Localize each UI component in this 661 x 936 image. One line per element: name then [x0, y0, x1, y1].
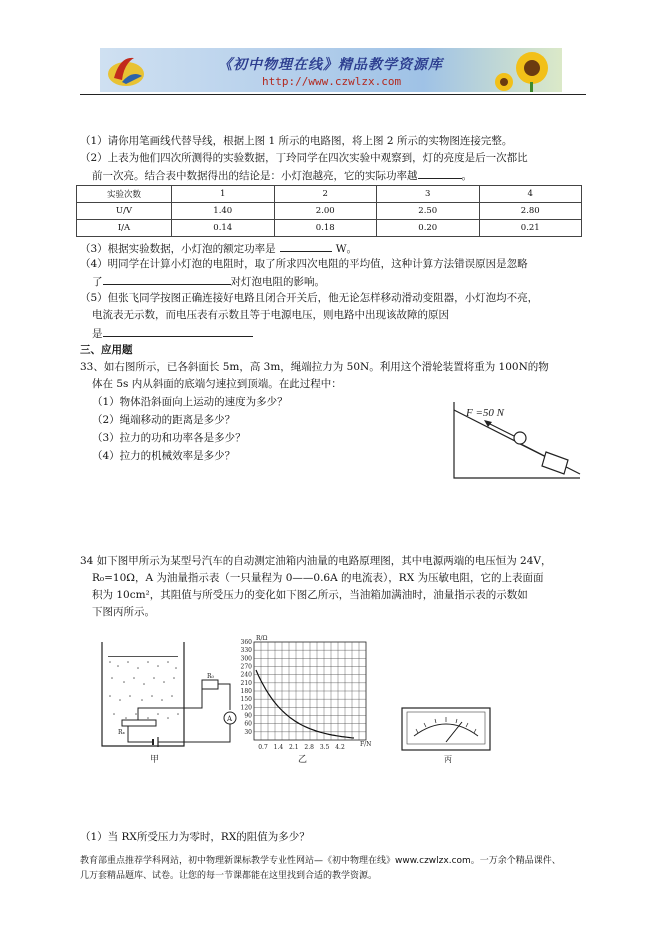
graph-grid [254, 642, 366, 740]
table-cell: 0.18 [274, 220, 377, 237]
table-cell: 0.14 [172, 220, 275, 237]
q34-text-line1: 34 如下图甲所示为某型号汽车的自动测定油箱内油量的电路原理图，其中电源两端的电压恒为 24V， [80, 555, 552, 567]
footer-line2: 几万套精品题库、试卷。让您的每一节课都能在这里找到合适的教学资源。 [80, 871, 378, 881]
y-tick-label: 330 [240, 647, 252, 655]
x-tick-label: 0.7 [258, 744, 268, 751]
header-divider [80, 94, 586, 95]
q1-text: （1）请你用笔画线代替导线，根据上图 1 所示的电路图，将上图 2 所示的实物图连接完整。 [80, 135, 513, 147]
sunflower-image [492, 48, 562, 92]
y-tick-label: 60 [244, 720, 252, 728]
footer-line1: 教育部重点推荐学科网站，初中物理新课标教学专业性网站—《初中物理在线》www.czwlzx.com。一万余个精品课件、 [80, 856, 561, 866]
q34-text-line3: 积为 10cm²，其阻值与所受压力的变化如下图乙所示，当油箱加满油时，油量指示表的示数如 [92, 589, 528, 601]
q2-text-line1: （2）上表为他们四次所测得的实验数据，丁玲同学在四次实验中观察到，灯的亮度是后一次都比 [80, 152, 528, 164]
figure-b-label: 乙 [298, 755, 308, 764]
q3-text [80, 240, 357, 256]
graph-y-ticks [241, 639, 253, 736]
table-cell: 2.80 [479, 203, 582, 220]
table-cell: 2.00 [274, 203, 377, 220]
q2-text-line2-main: 前一次亮。结合表中数据得出的结论是：小灯泡越亮，它的实际功率越 [92, 170, 418, 182]
q5-text-line3 [92, 325, 253, 341]
header-banner [100, 48, 562, 92]
q5-answer-blank [103, 325, 253, 337]
q4-text-line1: （4）明同学在计算小灯泡的电阻时，取了所求四次电阻的平均值，这种计算方法错误原因是忽略 [80, 258, 528, 270]
table-cell: 0.20 [377, 220, 480, 237]
table-row [77, 186, 582, 203]
y-tick-label: 150 [240, 696, 252, 704]
q33-sub4: （4）拉力的机械效率是多少？ [92, 450, 236, 462]
x-tick-label: 1.4 [273, 744, 284, 751]
tank-circuit-figure [98, 638, 246, 766]
q3-unit: W。 [335, 243, 357, 255]
r0-label: R₀ [207, 673, 214, 680]
y-tick-label: 120 [240, 704, 252, 712]
q33-sub3: （3）拉力的功和功率各是多少？ [92, 432, 246, 444]
table-row [77, 220, 582, 237]
q2-text-end: 。 [461, 170, 472, 182]
q33-text-line2: 体在 5s 内从斜面的底端匀速拉到顶端。在此过程中： [92, 378, 342, 390]
q2-text-line2 [92, 167, 472, 183]
site-title: 《初中物理在线》精品教学资源库 [218, 57, 443, 73]
resistance-curve [256, 670, 354, 738]
x-tick-label: 3.5 [319, 744, 330, 751]
ammeter-label: A [227, 715, 233, 723]
q4-text-prefix: 了 [92, 276, 103, 288]
table-cell: 3 [377, 186, 480, 203]
table-cell: I/A [77, 220, 172, 237]
q34-text-line4: 下图丙所示。 [92, 606, 155, 618]
graph-x-ticks [258, 744, 345, 751]
q4-text-suffix: 对灯泡电阻的影响。 [230, 276, 325, 288]
q3-text-main: （3）根据实验数据，小灯泡的额定功率是 [80, 243, 276, 255]
y-tick-label: 240 [240, 671, 252, 679]
table-cell: 4 [479, 186, 582, 203]
table-cell: 2.50 [377, 203, 480, 220]
table-cell: 实验次数 [77, 186, 172, 203]
q5-text-prefix: 是 [92, 328, 103, 340]
x-tick-label: 4.2 [335, 744, 345, 751]
q4-text-line2 [92, 273, 325, 289]
table-cell: 0.21 [479, 220, 582, 237]
q5-text-line2: 电流表无示数，而电压表有示数且等于电源电压，则电路中出现该故障的原因 [92, 309, 449, 321]
y-tick-label: 210 [240, 679, 252, 687]
graph-y-label: R/Ω [256, 635, 268, 642]
data-table [76, 185, 582, 237]
section-heading: 三、应用题 [80, 344, 133, 356]
rx-label: Rₓ [118, 729, 126, 736]
site-url: http://www.czwlzx.com [262, 75, 402, 88]
y-tick-label: 180 [240, 688, 252, 695]
q33-sub2: （2）绳端移动的距离是多少？ [92, 414, 236, 426]
table-cell: 1 [172, 186, 275, 203]
graph-x-label: F/N [360, 741, 372, 748]
q2-answer-blank [418, 167, 462, 179]
table-cell: U/V [77, 203, 172, 220]
y-tick-label: 270 [240, 663, 252, 671]
q33-sub1: （1）物体沿斜面向上运动的速度为多少？ [92, 396, 288, 408]
q3-answer-blank [280, 240, 332, 252]
y-tick-label: 360 [240, 639, 252, 646]
figure-c-label: 丙 [444, 755, 452, 764]
y-tick-label: 30 [244, 728, 252, 736]
table-cell: 2 [274, 186, 377, 203]
resistance-graph [228, 632, 378, 764]
figure-a-label: 甲 [150, 755, 160, 765]
meter-dial-figure [400, 706, 492, 764]
incline-figure [452, 400, 584, 480]
q33-text-line1: 33、如右图所示，已各斜面长 5m，高 3m，绳端拉力为 50N。利用这个滑轮装置将重为 100N的物 [80, 361, 549, 373]
site-logo [104, 50, 148, 90]
table-row [77, 203, 582, 220]
x-tick-label: 2.8 [304, 744, 314, 751]
q34-sub1: （1）当 RX所受压力为零时，RX的阻值为多少？ [80, 831, 310, 843]
force-label: F =50 N [466, 407, 504, 419]
table-cell: 1.40 [172, 203, 275, 220]
y-tick-label: 300 [240, 655, 252, 663]
y-tick-label: 90 [244, 712, 252, 720]
q4-answer-blank [103, 273, 231, 285]
q5-text-line1: （5）但张飞同学按图正确连接好电路且闭合开关后，他无论怎样移动滑动变阻器，小灯泡均不亮， [80, 292, 539, 304]
q34-text-line2: R₀=10Ω，A 为油量指示表（一只量程为 0——0.6A 的电流表），RX 为压敏电阻，它的上表面面 [92, 572, 544, 584]
x-tick-label: 2.1 [289, 744, 299, 751]
